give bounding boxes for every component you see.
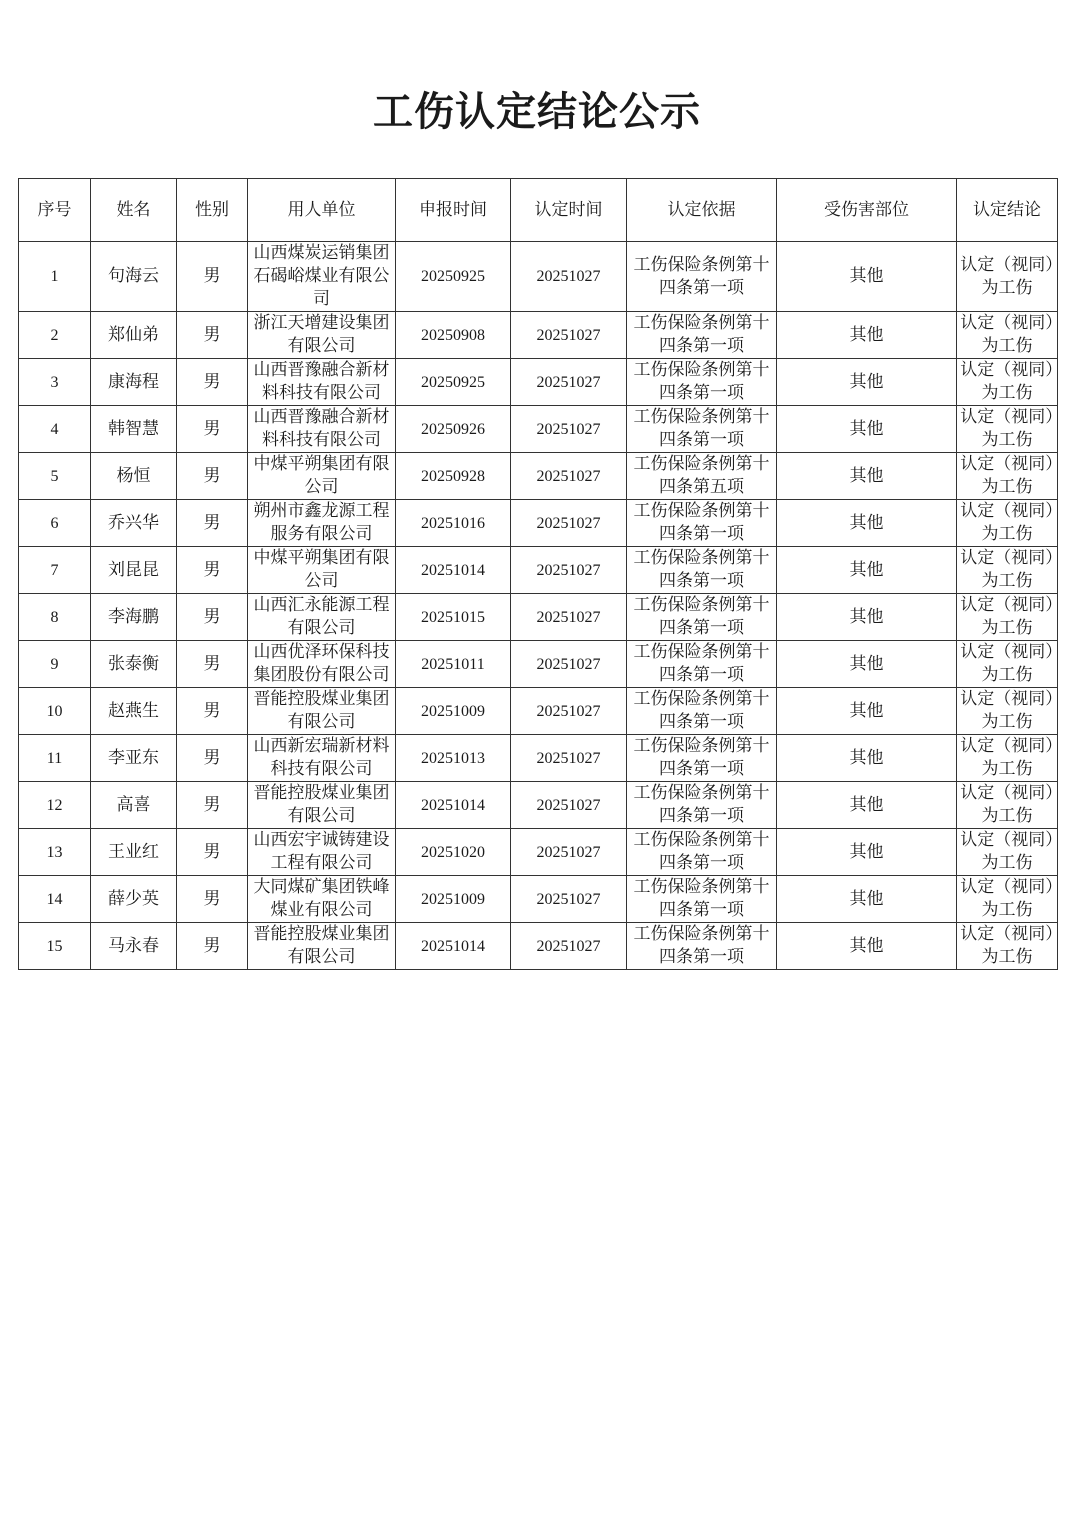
row-conclusion: 认定（视同）为工伤 <box>957 500 1058 547</box>
table-row <box>19 688 1058 735</box>
table-row <box>19 500 1058 547</box>
table-body <box>19 242 1058 970</box>
row-decision-date: 20251027 <box>511 453 627 500</box>
row-index: 10 <box>19 688 91 735</box>
row-decision-date: 20251027 <box>511 829 627 876</box>
row-name: 高喜 <box>91 782 177 829</box>
row-apply-date: 20251014 <box>396 547 511 594</box>
table-row <box>19 312 1058 359</box>
row-employer: 山西优泽环保科技集团股份有限公司 <box>248 641 396 688</box>
row-injury: 其他 <box>777 359 957 406</box>
row-gender: 男 <box>177 453 248 500</box>
row-name: 张泰衡 <box>91 641 177 688</box>
row-gender: 男 <box>177 641 248 688</box>
row-decision-date: 20251027 <box>511 500 627 547</box>
row-index: 12 <box>19 782 91 829</box>
row-gender: 男 <box>177 688 248 735</box>
row-apply-date: 20251020 <box>396 829 511 876</box>
row-injury: 其他 <box>777 312 957 359</box>
row-injury: 其他 <box>777 242 957 312</box>
row-decision-date: 20251027 <box>511 312 627 359</box>
row-basis: 工伤保险条例第十四条第一项 <box>627 829 777 876</box>
row-conclusion: 认定（视同）为工伤 <box>957 641 1058 688</box>
row-name: 郑仙弟 <box>91 312 177 359</box>
row-injury: 其他 <box>777 829 957 876</box>
table-row <box>19 923 1058 970</box>
row-apply-date: 20250908 <box>396 312 511 359</box>
row-injury: 其他 <box>777 500 957 547</box>
row-index: 6 <box>19 500 91 547</box>
row-injury: 其他 <box>777 782 957 829</box>
row-name: 乔兴华 <box>91 500 177 547</box>
row-gender: 男 <box>177 876 248 923</box>
row-decision-date: 20251027 <box>511 547 627 594</box>
row-basis: 工伤保险条例第十四条第一项 <box>627 641 777 688</box>
row-injury: 其他 <box>777 453 957 500</box>
row-name: 杨恒 <box>91 453 177 500</box>
row-basis: 工伤保险条例第十四条第一项 <box>627 359 777 406</box>
row-apply-date: 20251011 <box>396 641 511 688</box>
row-index: 2 <box>19 312 91 359</box>
row-decision-date: 20251027 <box>511 876 627 923</box>
table-row <box>19 242 1058 312</box>
row-basis: 工伤保险条例第十四条第一项 <box>627 312 777 359</box>
row-apply-date: 20251014 <box>396 782 511 829</box>
table-row <box>19 547 1058 594</box>
row-index: 15 <box>19 923 91 970</box>
column-header-gender: 性别 <box>177 179 248 242</box>
row-injury: 其他 <box>777 688 957 735</box>
row-gender: 男 <box>177 829 248 876</box>
table-row <box>19 829 1058 876</box>
row-employer: 晋能控股煤业集团有限公司 <box>248 923 396 970</box>
row-apply-date: 20251014 <box>396 923 511 970</box>
row-gender: 男 <box>177 547 248 594</box>
table-row <box>19 594 1058 641</box>
row-conclusion: 认定（视同）为工伤 <box>957 547 1058 594</box>
column-header-index: 序号 <box>19 179 91 242</box>
row-gender: 男 <box>177 735 248 782</box>
row-decision-date: 20251027 <box>511 406 627 453</box>
row-injury: 其他 <box>777 923 957 970</box>
row-employer: 中煤平朔集团有限公司 <box>248 547 396 594</box>
row-conclusion: 认定（视同）为工伤 <box>957 876 1058 923</box>
table-row <box>19 876 1058 923</box>
row-apply-date: 20251013 <box>396 735 511 782</box>
column-header-conclusion: 认定结论 <box>957 179 1058 242</box>
row-employer: 朔州市鑫龙源工程服务有限公司 <box>248 500 396 547</box>
page-title: 工伤认定结论公示 <box>373 88 701 135</box>
row-index: 8 <box>19 594 91 641</box>
row-index: 11 <box>19 735 91 782</box>
row-name: 韩智慧 <box>91 406 177 453</box>
table-row <box>19 735 1058 782</box>
row-apply-date: 20251009 <box>396 876 511 923</box>
row-index: 9 <box>19 641 91 688</box>
row-apply-date: 20250928 <box>396 453 511 500</box>
column-header-basis: 认定依据 <box>627 179 777 242</box>
row-name: 李亚东 <box>91 735 177 782</box>
row-conclusion: 认定（视同）为工伤 <box>957 312 1058 359</box>
row-basis: 工伤保险条例第十四条第一项 <box>627 500 777 547</box>
row-index: 14 <box>19 876 91 923</box>
column-header-decision-date: 认定时间 <box>511 179 627 242</box>
row-apply-date: 20251009 <box>396 688 511 735</box>
row-decision-date: 20251027 <box>511 688 627 735</box>
row-gender: 男 <box>177 406 248 453</box>
table-row <box>19 453 1058 500</box>
row-basis: 工伤保险条例第十四条第一项 <box>627 242 777 312</box>
row-basis: 工伤保险条例第十四条第一项 <box>627 594 777 641</box>
row-injury: 其他 <box>777 594 957 641</box>
column-header-apply-date: 申报时间 <box>396 179 511 242</box>
row-conclusion: 认定（视同）为工伤 <box>957 923 1058 970</box>
row-index: 13 <box>19 829 91 876</box>
column-header-name: 姓名 <box>91 179 177 242</box>
row-apply-date: 20250926 <box>396 406 511 453</box>
row-name: 刘昆昆 <box>91 547 177 594</box>
table-row <box>19 641 1058 688</box>
row-name: 赵燕生 <box>91 688 177 735</box>
row-name: 康海程 <box>91 359 177 406</box>
row-employer: 山西晋豫融合新材料科技有限公司 <box>248 406 396 453</box>
row-basis: 工伤保险条例第十四条第一项 <box>627 688 777 735</box>
column-header-employer: 用人单位 <box>248 179 396 242</box>
table-row <box>19 782 1058 829</box>
row-basis: 工伤保险条例第十四条第一项 <box>627 547 777 594</box>
row-name: 薛少英 <box>91 876 177 923</box>
row-gender: 男 <box>177 594 248 641</box>
row-employer: 中煤平朔集团有限公司 <box>248 453 396 500</box>
row-injury: 其他 <box>777 641 957 688</box>
row-gender: 男 <box>177 500 248 547</box>
row-decision-date: 20251027 <box>511 782 627 829</box>
row-conclusion: 认定（视同）为工伤 <box>957 829 1058 876</box>
row-employer: 晋能控股煤业集团有限公司 <box>248 688 396 735</box>
row-index: 4 <box>19 406 91 453</box>
row-decision-date: 20251027 <box>511 923 627 970</box>
row-employer: 山西晋豫融合新材料科技有限公司 <box>248 359 396 406</box>
row-employer: 山西汇永能源工程有限公司 <box>248 594 396 641</box>
row-basis: 工伤保险条例第十四条第五项 <box>627 453 777 500</box>
row-decision-date: 20251027 <box>511 735 627 782</box>
row-gender: 男 <box>177 782 248 829</box>
row-employer: 山西新宏瑞新材料科技有限公司 <box>248 735 396 782</box>
row-gender: 男 <box>177 359 248 406</box>
row-name: 马永春 <box>91 923 177 970</box>
row-conclusion: 认定（视同）为工伤 <box>957 453 1058 500</box>
row-gender: 男 <box>177 242 248 312</box>
row-decision-date: 20251027 <box>511 594 627 641</box>
row-conclusion: 认定（视同）为工伤 <box>957 688 1058 735</box>
row-basis: 工伤保险条例第十四条第一项 <box>627 876 777 923</box>
notice-table <box>18 178 1058 970</box>
row-decision-date: 20251027 <box>511 641 627 688</box>
row-employer: 山西煤炭运销集团石碣峪煤业有限公司 <box>248 242 396 312</box>
row-basis: 工伤保险条例第十四条第一项 <box>627 782 777 829</box>
row-decision-date: 20251027 <box>511 359 627 406</box>
row-apply-date: 20251016 <box>396 500 511 547</box>
row-employer: 山西宏宇诚铸建设工程有限公司 <box>248 829 396 876</box>
table-row <box>19 359 1058 406</box>
row-conclusion: 认定（视同）为工伤 <box>957 782 1058 829</box>
row-employer: 晋能控股煤业集团有限公司 <box>248 782 396 829</box>
row-conclusion: 认定（视同）为工伤 <box>957 594 1058 641</box>
row-name: 王业红 <box>91 829 177 876</box>
row-conclusion: 认定（视同）为工伤 <box>957 242 1058 312</box>
row-basis: 工伤保险条例第十四条第一项 <box>627 923 777 970</box>
row-name: 李海鹏 <box>91 594 177 641</box>
row-index: 1 <box>19 242 91 312</box>
row-apply-date: 20250925 <box>396 242 511 312</box>
row-employer: 浙江天增建设集团有限公司 <box>248 312 396 359</box>
row-conclusion: 认定（视同）为工伤 <box>957 735 1058 782</box>
row-apply-date: 20250925 <box>396 359 511 406</box>
header-row <box>19 179 1058 242</box>
row-index: 3 <box>19 359 91 406</box>
row-apply-date: 20251015 <box>396 594 511 641</box>
row-index: 5 <box>19 453 91 500</box>
row-injury: 其他 <box>777 406 957 453</box>
row-injury: 其他 <box>777 735 957 782</box>
row-injury: 其他 <box>777 876 957 923</box>
row-index: 7 <box>19 547 91 594</box>
row-gender: 男 <box>177 312 248 359</box>
row-name: 句海云 <box>91 242 177 312</box>
column-header-injury: 受伤害部位 <box>777 179 957 242</box>
row-conclusion: 认定（视同）为工伤 <box>957 359 1058 406</box>
row-basis: 工伤保险条例第十四条第一项 <box>627 406 777 453</box>
row-employer: 大同煤矿集团铁峰煤业有限公司 <box>248 876 396 923</box>
row-injury: 其他 <box>777 547 957 594</box>
row-decision-date: 20251027 <box>511 242 627 312</box>
table-row <box>19 406 1058 453</box>
row-conclusion: 认定（视同）为工伤 <box>957 406 1058 453</box>
row-basis: 工伤保险条例第十四条第一项 <box>627 735 777 782</box>
row-gender: 男 <box>177 923 248 970</box>
